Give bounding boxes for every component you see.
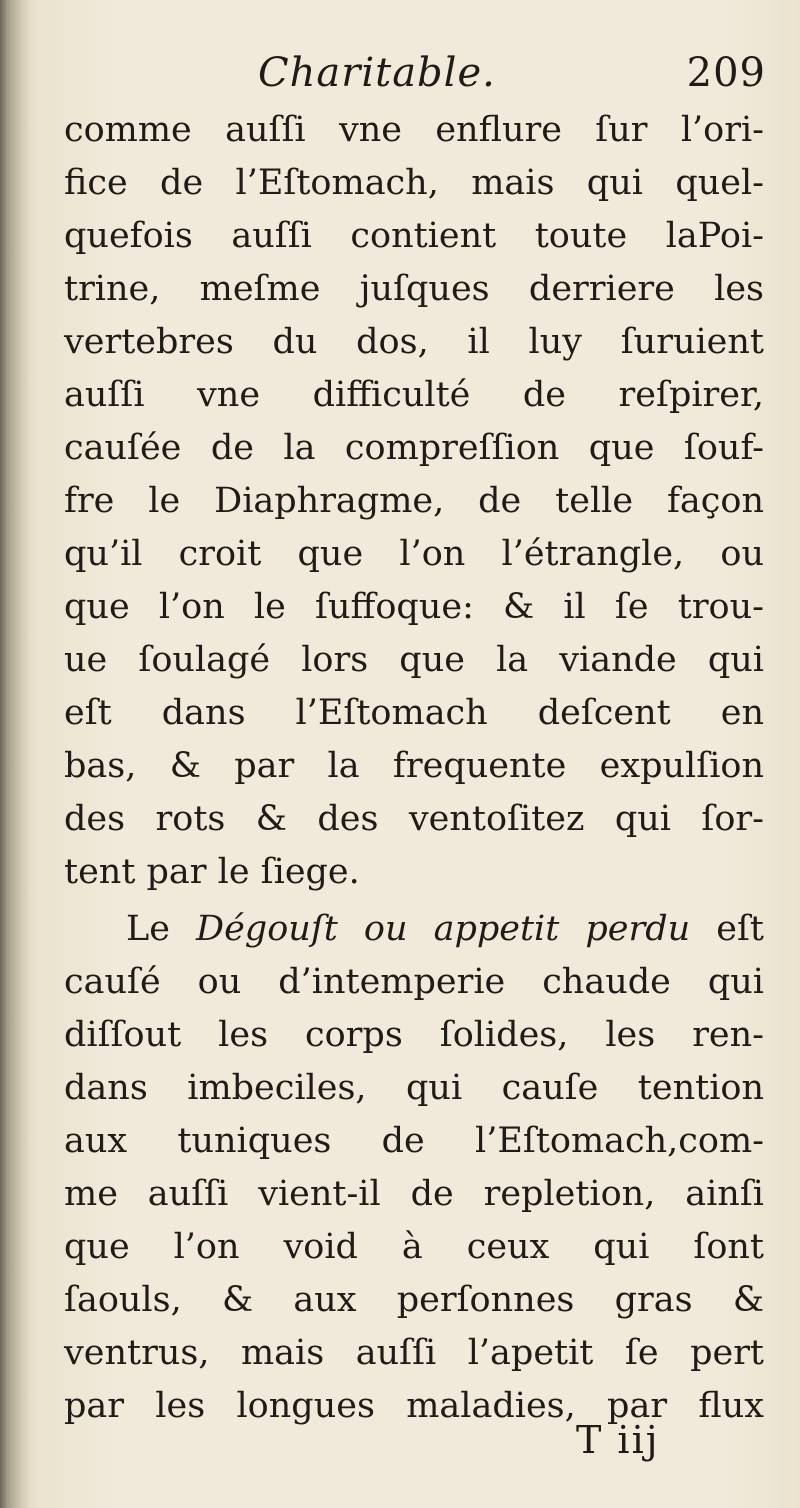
text-line: qu’il croit que l’on l’étrangle, ou xyxy=(64,534,764,574)
text-line: bas, & par la frequente expulſion xyxy=(64,746,764,786)
italic-term: Dégouſt ou appetit perdu xyxy=(196,909,691,949)
text-line: que l’on void à ceux qui ſont xyxy=(64,1227,764,1267)
page-gutter-shadow xyxy=(0,0,30,1508)
text-line: quefois auſſi contient toute laPoi- xyxy=(64,216,764,256)
text-line: dans imbeciles, qui cauſe tention xyxy=(64,1068,764,1108)
text-line: que l’on le ſuffoque: & il ſe trou- xyxy=(64,587,764,627)
text-line: des rots & des ventoſitez qui ſor- xyxy=(64,799,764,839)
text-line: ſaouls, & aux perſonnes gras & xyxy=(64,1280,764,1320)
text-line: eſt dans l’Eſtomach deſcent en xyxy=(64,693,764,733)
line-tail: eſt xyxy=(690,909,764,949)
text-line: aux tuniques de l’Eſtomach,com- xyxy=(64,1121,764,1161)
text-line: trine, meſme juſques derriere les xyxy=(64,269,764,309)
text-line: cauſé ou d’intemperie chaude qui xyxy=(64,962,764,1002)
body-text xyxy=(64,104,764,1433)
signature-mark: T iij xyxy=(576,1418,660,1462)
text-line: vertebres du dos, il luy ſuruient xyxy=(64,322,764,362)
text-line: ue ſoulagé lors que la viande qui xyxy=(64,640,764,680)
text-line: tent par le ſiege. xyxy=(64,852,360,892)
text-line: diſſout les corps ſolides, les ren- xyxy=(64,1015,764,1055)
text-line: auſſi vne difficulté de reſpirer, xyxy=(64,375,764,415)
running-title: Charitable. xyxy=(258,50,496,96)
page-header xyxy=(60,46,770,102)
text-line: fice de l’Eſtomach, mais qui quel- xyxy=(64,163,764,203)
text-line: comme auſſi vne enflure ſur l’ori- xyxy=(64,110,764,150)
text-line: ventrus, mais auſſi l’apetit ſe pert xyxy=(64,1333,764,1373)
text-line: fre le Diaphragme, de telle façon xyxy=(64,481,764,521)
text-line: cauſée de la compreſſion que ſouf- xyxy=(64,428,764,468)
text-line: par les longues maladies, par flux xyxy=(64,1386,764,1426)
lead-word: Le xyxy=(126,909,197,949)
text-line: me auſſi vient-il de repletion, ainſi xyxy=(64,1174,764,1214)
page-number: 209 xyxy=(686,50,766,96)
paragraph-2 xyxy=(64,903,764,1433)
paragraph-2-first-line xyxy=(64,903,764,956)
paragraph-1 xyxy=(64,104,764,899)
